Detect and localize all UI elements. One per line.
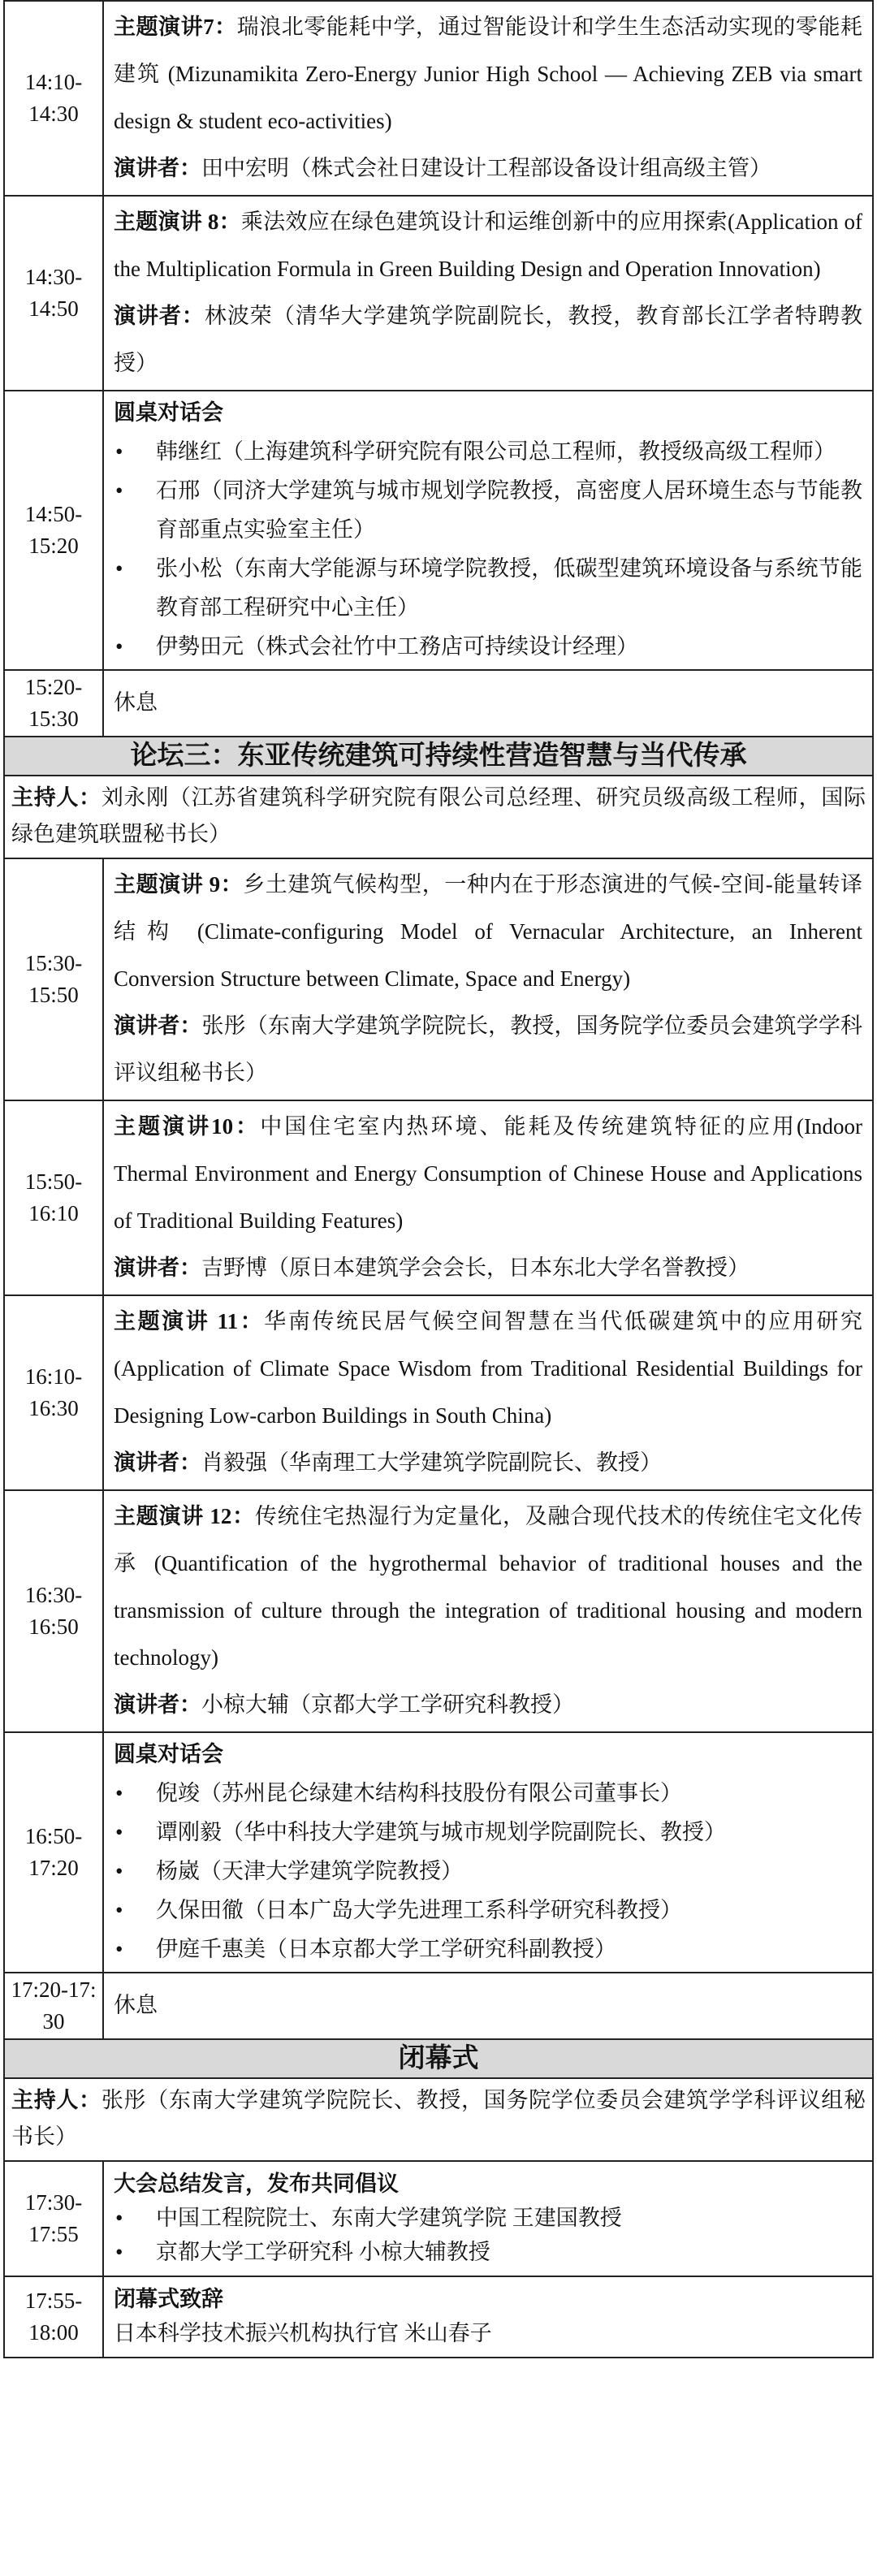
bullet-icon: •	[115, 556, 123, 581]
member-text: 石邢（同济大学建筑与城市规划学院教授，高密度人居环境生态与节能教育部重点实验室主任）	[156, 478, 862, 542]
bullet-icon: •	[115, 1937, 123, 1961]
break-cell: 休息	[103, 1973, 873, 2039]
time-cell: 15:50-16:10	[4, 1100, 103, 1295]
bullet-icon: •	[115, 2206, 123, 2230]
table-row	[4, 2078, 873, 2161]
summary-cell	[103, 2161, 873, 2276]
list-item	[114, 549, 862, 627]
bullet-icon: •	[115, 1859, 123, 1883]
agenda-table	[3, 0, 874, 2358]
table-row	[4, 2161, 873, 2276]
speaker-label: 演讲者：	[114, 304, 205, 328]
roundtable-cell	[103, 1732, 873, 1973]
host-cell	[4, 776, 873, 858]
speaker-label: 演讲者：	[114, 1450, 201, 1475]
member-text: 久保田徹（日本广岛大学先进理工系科学研究科教授）	[156, 1898, 682, 1922]
list-item	[114, 471, 862, 549]
time-cell: 15:20-15:30	[4, 670, 103, 737]
talk-title: 华南传统民居气候空间智慧在当代低碳建筑中的应用研究 (Application of Climate Space Wisdom from Traditional Residential Buildings for Designing Low-carbon Buildings in South China)	[114, 1309, 862, 1428]
talk-cell	[103, 1, 873, 196]
bullet-icon: •	[115, 478, 123, 503]
roundtable-members	[114, 1774, 862, 1969]
talk-title-label: 主题演讲 9：	[114, 872, 244, 897]
talk-title-label: 主题演讲7：	[114, 15, 237, 39]
table-row	[4, 1973, 873, 2039]
list-item	[114, 1852, 862, 1891]
speaker-text: 吉野博（原日本建筑学会会长，日本东北大学名誉教授）	[201, 1256, 750, 1280]
member-text: 伊勢田元（株式会社竹中工務店可持续设计经理）	[156, 634, 638, 659]
member-text: 杨崴（天津大学建筑学院教授）	[156, 1859, 463, 1883]
bullet-icon: •	[115, 1781, 123, 1805]
table-row	[4, 1295, 873, 1490]
talk-title-label: 主题演讲 11：	[114, 1309, 265, 1333]
roundtable-title: 圆桌对话会	[114, 1742, 223, 1766]
member-text: 中国工程院院士、东南大学建筑学院 王建国教授	[156, 2206, 622, 2230]
speaker-label: 演讲者：	[114, 1256, 201, 1280]
talk-title: 乡土建筑气候构型，一种内在于形态演进的气候-空间-能量转译结构 (Climate-configuring Model of Vernacular Architecture, an Inherent Conversion Structure between Climate, Space and Energy)	[114, 872, 862, 991]
host-cell	[4, 2078, 873, 2161]
table-row	[4, 391, 873, 670]
time-cell: 14:50-15:20	[4, 391, 103, 670]
roundtable-cell	[103, 391, 873, 670]
talk-cell	[103, 1490, 873, 1732]
break-cell: 休息	[103, 670, 873, 737]
member-text: 谭刚毅（华中科技大学建筑与城市规划学院副院长、教授）	[156, 1820, 726, 1844]
speaker-label: 演讲者：	[114, 1692, 201, 1717]
address-speaker: 日本科学技术振兴机构执行官 米山春子	[114, 2321, 492, 2345]
roundtable-title: 圆桌对话会	[114, 400, 223, 425]
speaker-text: 张彤（东南大学建筑学院院长，教授，国务院学位委员会建筑学学科评议组秘书长）	[114, 1014, 863, 1085]
bullet-icon: •	[115, 1820, 123, 1844]
member-text: 张小松（东南大学能源与环境学院教授，低碳型建筑环境设备与系统节能教育部工程研究中心主任）	[156, 556, 862, 620]
talk-cell	[103, 1100, 873, 1295]
host-text: 刘永刚（江苏省建筑科学研究院有限公司总经理、研究员级高级工程师，国际绿色建筑联盟秘书长）	[11, 785, 866, 846]
summary-title: 大会总结发言，发布共同倡议	[114, 2172, 399, 2196]
talk-title-label: 主题演讲 8：	[114, 210, 241, 234]
time-cell: 16:30-16:50	[4, 1490, 103, 1732]
list-item	[114, 2201, 862, 2235]
list-item	[114, 1774, 862, 1813]
list-item	[114, 2235, 862, 2269]
talk-title-label: 主题演讲10：	[114, 1114, 261, 1139]
table-row	[4, 196, 873, 391]
roundtable-members	[114, 432, 862, 666]
talk-cell	[103, 196, 873, 391]
talk-title: 传统住宅热湿行为定量化，及融合现代技术的传统住宅文化传承 (Quantification of the hygrothermal behavior of traditional houses and the transmission of culture through the integration of traditional housing and modern technology)	[114, 1504, 863, 1670]
table-row	[4, 670, 873, 737]
talk-title: 中国住宅室内热环境、能耗及传统建筑特征的应用(Indoor Thermal Environment and Energy Consumption of Chinese House and Applications of Traditional Building Features)	[114, 1114, 862, 1233]
address-cell	[103, 2276, 873, 2358]
speaker-text: 肖毅强（华南理工大学建筑学院副院长、教授）	[201, 1450, 662, 1475]
section-title: 论坛三：东亚传统建筑可持续性营造智慧与当代传承	[4, 737, 873, 776]
list-item	[114, 432, 862, 471]
host-text: 张彤（东南大学建筑学院院长、教授，国务院学位委员会建筑学学科评议组秘书长）	[11, 2088, 866, 2149]
table-row	[4, 1490, 873, 1732]
table-row	[4, 858, 873, 1100]
list-item	[114, 1813, 862, 1852]
time-cell: 16:10-16:30	[4, 1295, 103, 1490]
time-cell: 16:50-17:20	[4, 1732, 103, 1973]
list-item	[114, 627, 862, 666]
speaker-text: 林波荣（清华大学建筑学院副院长，教授，教育部长江学者特聘教授）	[114, 304, 862, 375]
time-cell: 14:30-14:50	[4, 196, 103, 391]
table-row	[4, 737, 873, 776]
table-row	[4, 776, 873, 858]
section-title: 闭幕式	[4, 2039, 873, 2078]
time-cell: 17:30-17:55	[4, 2161, 103, 2276]
bullet-icon: •	[115, 1898, 123, 1922]
host-label: 主持人：	[11, 785, 102, 810]
member-text: 韩继红（上海建筑科学研究院有限公司总工程师，教授级高级工程师）	[156, 439, 836, 464]
bullet-icon: •	[115, 2240, 123, 2264]
list-item	[114, 1930, 862, 1969]
list-item	[114, 1891, 862, 1930]
table-row	[4, 2276, 873, 2358]
speaker-text: 小椋大辅（京都大学工学研究科教授）	[201, 1692, 574, 1717]
talk-title: 乘法效应在绿色建筑设计和运维创新中的应用探索(Application of the Multiplication Formula in Green Building Design and Operation Innovation)	[114, 210, 862, 281]
host-label: 主持人：	[11, 2088, 102, 2112]
time-cell: 17:20-17: 30	[4, 1973, 103, 2039]
summary-members	[114, 2201, 862, 2269]
address-title: 闭幕式致辞	[114, 2287, 223, 2311]
member-text: 京都大学工学研究科 小椋大辅教授	[156, 2240, 490, 2264]
member-text: 伊庭千惠美（日本京都大学工学研究科副教授）	[156, 1937, 616, 1961]
table-row	[4, 2039, 873, 2078]
speaker-label: 演讲者：	[114, 156, 201, 180]
talk-title: 瑞浪北零能耗中学，通过智能设计和学生生态活动实现的零能耗建筑 (Mizunamikita Zero-Energy Junior High School — Achieving ZEB via smart design & student eco-activities)	[114, 15, 863, 133]
time-cell: 14:10-14:30	[4, 1, 103, 196]
talk-title-label: 主题演讲 12：	[114, 1504, 255, 1528]
talk-cell	[103, 858, 873, 1100]
table-row	[4, 1100, 873, 1295]
member-text: 倪竣（苏州昆仑绿建木结构科技股份有限公司董事长）	[156, 1781, 682, 1805]
bullet-icon: •	[115, 634, 123, 659]
talk-cell	[103, 1295, 873, 1490]
speaker-label: 演讲者：	[114, 1014, 202, 1038]
table-row	[4, 1732, 873, 1973]
speaker-text: 田中宏明（株式会社日建设计工程部设备设计组高级主管）	[201, 156, 771, 180]
table-row	[4, 1, 873, 196]
time-cell: 17:55-18:00	[4, 2276, 103, 2358]
bullet-icon: •	[115, 439, 123, 464]
time-cell: 15:30-15:50	[4, 858, 103, 1100]
